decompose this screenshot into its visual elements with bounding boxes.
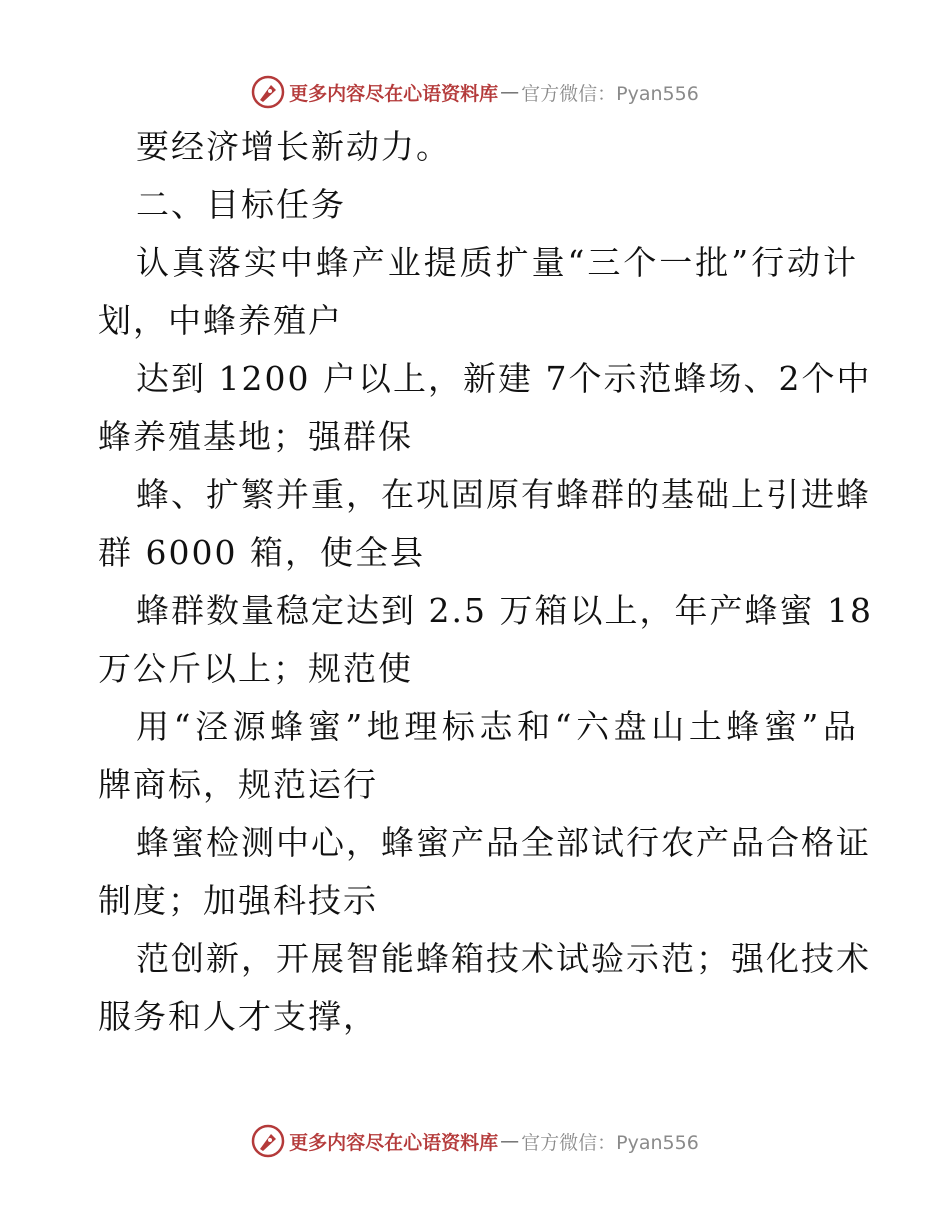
text-line: 认真落实中蜂产业提质扩量“三个一批”行动计 — [136, 243, 858, 282]
text-line: 范创新，开展智能蜂箱技术试验示范；强化技术 — [136, 939, 871, 978]
text-line: 蜂养殖基地；强群保 — [98, 417, 413, 456]
text-line: 蜂群数量稳定达到 2.5 万箱以上，年产蜂蜜 18 — [136, 591, 873, 630]
watermark-footer — [0, 1121, 950, 1161]
watermark-brand-text: 更多内容尽在心语资料库 — [289, 1131, 499, 1154]
watermark-separator: — — [500, 81, 520, 103]
text-line: 划，中蜂养殖户 — [98, 301, 343, 340]
text-line: 牌商标，规范运行 — [98, 765, 378, 804]
text-line: 达到 1200 户以上，新建 7个示范蜂场、2个中 — [136, 359, 872, 398]
document-body — [98, 118, 873, 1046]
section-heading: 二、目标任务 — [136, 185, 346, 224]
watermark-header — [0, 72, 950, 112]
text-line: 蜂蜜检测中心，蜂蜜产品全部试行农产品合格证 — [136, 823, 871, 862]
text-line: 群 6000 箱，使全县 — [98, 533, 425, 572]
pen-nib-logo-icon — [251, 1124, 285, 1158]
watermark-separator: — — [500, 1130, 520, 1152]
watermark-wechat-text: 官方微信：Pyan556 — [521, 1131, 699, 1154]
text-line: 蜂、扩繁并重，在巩固原有蜂群的基础上引进蜂 — [136, 475, 871, 514]
text-line: 万公斤以上；规范使 — [98, 649, 413, 688]
watermark-wechat-text: 官方微信：Pyan556 — [521, 82, 699, 105]
watermark-brand-text: 更多内容尽在心语资料库 — [289, 82, 499, 105]
text-line: 服务和人才支撑， — [98, 997, 378, 1036]
text-line: 制度；加强科技示 — [98, 881, 378, 920]
text-line: 用“泾源蜂蜜”地理标志和“六盘山土蜂蜜”品 — [136, 707, 858, 746]
pen-nib-logo-icon — [251, 75, 285, 109]
text-line: 要经济增长新动力。 — [136, 127, 451, 166]
